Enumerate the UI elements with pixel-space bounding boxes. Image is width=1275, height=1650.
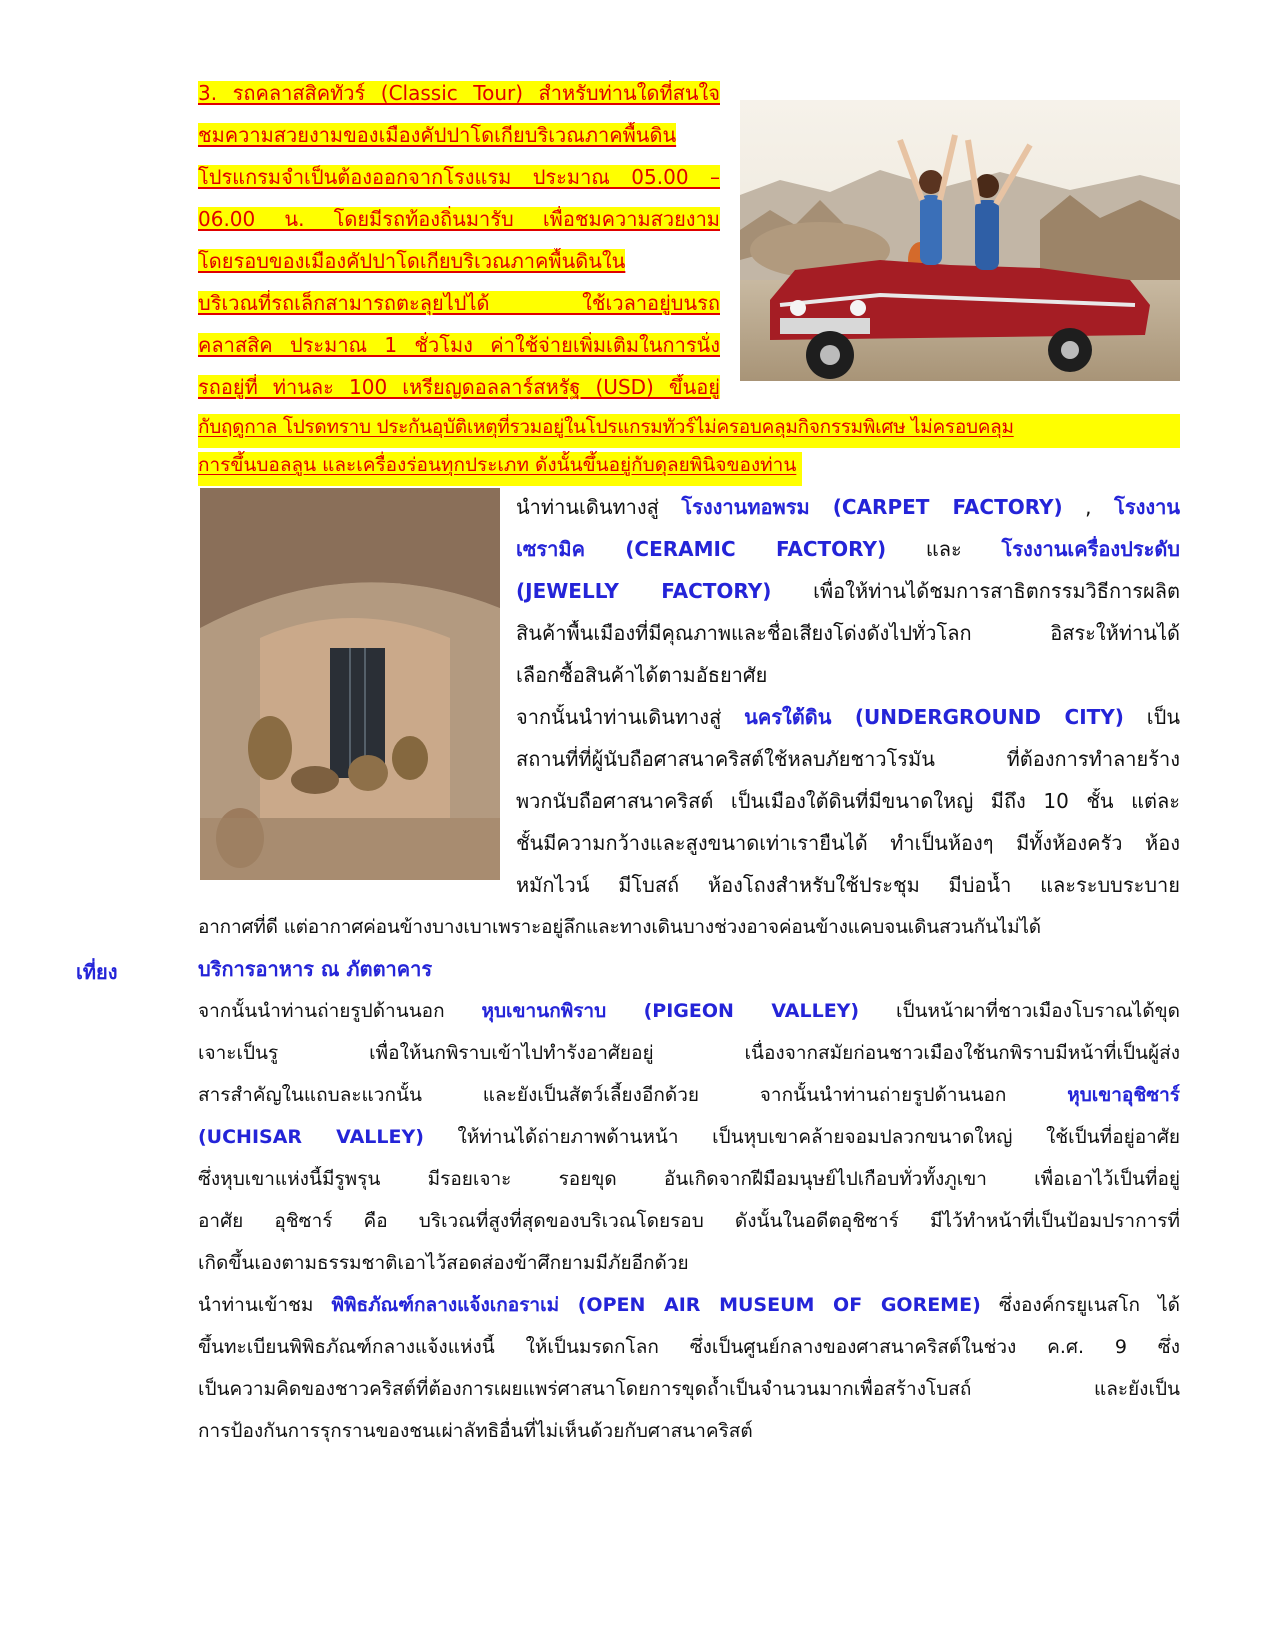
open-air-museum-name: พิพิธภัณฑ์กลางแจ้งเกอราเม่ (OPEN AIR MUSEUM OF GOREME) (331, 1294, 981, 1316)
factories-line-4: สินค้าพื้นเมืองที่มีคุณภาพและชื่อเสียงโด่งดังไปทั่วโลก อิสระให้ท่านได้ (516, 621, 1180, 645)
underground-line-6: อากาศที่ดี แต่อากาศค่อนข้างบางเบาเพราะอยู่ลึกและทางเดินบางช่วงอาจค่อนข้างแคบจนเดินสวนกันไม่ได้ (198, 916, 1041, 938)
underground-line-5: หมักไวน์ มีโบสถ์ ห้องโถงสำหรับใช้ประชุม มีบ่อน้ำ และระบบระบาย (516, 873, 1180, 897)
factories-line-3: (JEWELLY FACTORY) เพื่อให้ท่านได้ชมการสาธิตกรรมวิธีการผลิต (516, 579, 1180, 603)
lunch-label: เที่ยง (76, 960, 118, 984)
pigeon-line-6: อาศัย อุชิซาร์ คือ บริเวณที่สูงที่สุดของบริเวณโดยรอบ ดังนั้นในอดีตอุชิซาร์ มีไว้ทำหน้าที่เป็นป้อมปราการที่ (198, 1210, 1180, 1232)
pigeon-line-1: จากนั้นนำท่านถ่ายรูปด้านนอก หุบเขานกพิราบ (PIGEON VALLEY) เป็นหน้าผาที่ชาวเมืองโบราณได้ขุด (198, 1000, 1180, 1022)
museum-line-4: การป้องกันการรุกรานของชนเผ่าลัทธิอื่นที่ไม่เห็นด้วยกับศาสนาคริสต์ (198, 1420, 753, 1442)
classic-tour-line-7: คลาสสิค ประมาณ 1 ชั่วโมง ค่าใช้จ่ายเพิ่มเติมในการนั่ง (198, 333, 720, 357)
lunch-text: บริการอาหาร ณ ภัตตาคาร (198, 957, 433, 981)
uchisar-valley-th: หุบเขาอุชิซาร์ (1067, 1084, 1180, 1106)
classic-tour-line-10: การขึ้นบอลลูน และเครื่องร่อนทุกประเภท ดังนั้นขึ้นอยู่กับดุลยพินิจของท่าน (198, 452, 802, 486)
pigeon-line-2: เจาะเป็นรู เพื่อให้นกพิราบเข้าไปทำรังอาศัยอยู่ เนื่องจากสมัยก่อนชาวเมืองใช้นกพิราบมีหน้าที่เป็นผู้ส่ง (198, 1042, 1180, 1064)
factories-line-2: เซรามิค (CERAMIC FACTORY) และ โรงงานเครื่องประดับ (516, 537, 1180, 561)
jewelry-factory-prefix: โรงงานเครื่องประดับ (1001, 537, 1180, 561)
museum-line-3: เป็นความคิดของชาวคริสต์ที่ต้องการเผยแพร่ศาสนาโดยการขุดถ้ำเป็นจำนวนมากเพื่อสร้างโบสถ์ และยังเป็น (198, 1378, 1180, 1400)
classic-tour-line-3: โปรแกรมจำเป็นต้องออกจากโรงแรม ประมาณ 05.00 – (198, 165, 720, 189)
factories-line-1: นำท่านเดินทางสู่ โรงงานทอพรม (CARPET FACTORY) , โรงงาน (516, 495, 1180, 519)
uchisar-valley-en: (UCHISAR VALLEY) (198, 1126, 424, 1148)
pigeon-line-3: สารสำคัญในแถบละแวกนั้น และยังเป็นสัตว์เลี้ยงอีกด้วย จากนั้นนำท่านถ่ายรูปด้านนอก หุบเขาอุชิซาร์ (198, 1084, 1180, 1106)
jewelry-factory-name: (JEWELLY FACTORY) (516, 579, 772, 603)
ceramic-factory-prefix: โรงงาน (1114, 495, 1180, 519)
classic-tour-line-9: กับฤดูกาล โปรดทราบ ประกันอุบัติเหตุที่รวมอยู่ในโปรแกรมทัวร์ไม่ครอบคลุมกิจกรรมพิเศษ ไม่ครอบคลุม (198, 414, 1180, 448)
classic-tour-line-5: โดยรอบของเมืองคัปปาโดเกียบริเวณภาคพื้นดินใน (198, 249, 626, 273)
ceramic-factory-name: เซรามิค (CERAMIC FACTORY) (516, 537, 887, 561)
underground-city-photo (200, 488, 500, 880)
pigeon-line-7: เกิดขึ้นเองตามธรรมชาติเอาไว้สอดส่องข้าศึกยามมีภัยอีกด้วย (198, 1252, 689, 1274)
pigeon-line-4: (UCHISAR VALLEY) ให้ท่านได้ถ่ายภาพด้านหน้า เป็นหุบเขาคล้ายจอมปลวกขนาดใหญ่ ใช้เป็นที่อยู่อาศัย (198, 1126, 1180, 1148)
classic-tour-line-6: บริเวณที่รถเล็กสามารถตะลุยไปได้ ใช้เวลาอยู่บนรถ (198, 291, 720, 315)
carpet-factory-name: โรงงานทอพรม (CARPET FACTORY) (681, 495, 1063, 519)
classic-tour-line-2: ชมความสวยงามของเมืองคัปปาโดเกียบริเวณภาคพื้นดิน (198, 123, 677, 147)
classic-tour-line-4: 06.00 น. โดยมีรถท้องถิ่นมารับ เพื่อชมความสวยงาม (198, 207, 720, 231)
museum-line-1: นำท่านเข้าชม พิพิธภัณฑ์กลางแจ้งเกอราเม่ (OPEN AIR MUSEUM OF GOREME) ซึ่งองค์กรยูเนสโก ได้ (198, 1294, 1180, 1316)
pigeon-valley-name: หุบเขานกพิราบ (PIGEON VALLEY) (481, 1000, 860, 1022)
underground-line-2: สถานที่ที่ผู้นับถือศาสนาคริสต์ใช้หลบภัยชาวโรมัน ที่ต้องการทำลายร้าง (516, 747, 1180, 771)
pigeon-line-5: ซึ่งหุบเขาแห่งนี้มีรูพรุน มีรอยเจาะ รอยขุด อันเกิดจากฝีมือมนุษย์ไปเกือบทั่วทั้งภูเขา เพื่อเอาไว้เป็นที่อยู่ (198, 1168, 1180, 1190)
underground-line-1: จากนั้นนำท่านเดินทางสู่ นครใต้ดิน (UNDERGROUND CITY) เป็น (516, 705, 1180, 729)
underground-line-4: ชั้นมีความกว้างและสูงขนาดเท่าเรายืนได้ ทำเป็นห้องๆ มีทั้งห้องครัว ห้อง (516, 831, 1180, 855)
underground-line-3: พวกนับถือศาสนาคริสต์ เป็นเมืองใต้ดินที่มีขนาดใหญ่ มีถึง 10 ชั้น แต่ละ (516, 789, 1180, 813)
underground-city-name: นครใต้ดิน (UNDERGROUND CITY) (744, 705, 1124, 729)
classic-tour-line-1: 3. รถคลาสสิคทัวร์ (Classic Tour) สำหรับท่านใดที่สนใจ (198, 81, 720, 105)
factories-line-5: เลือกซื้อสินค้าได้ตามอัธยาศัย (516, 663, 768, 687)
classic-tour-line-8: รถอยู่ที่ ท่านละ 100 เหรียญดอลลาร์สหรัฐ (USD) ขึ้นอยู่ (198, 375, 720, 399)
museum-line-2: ขึ้นทะเบียนพิพิธภัณฑ์กลางแจ้งแห่งนี้ ให้เป็นมรดกโลก ซึ่งเป็นศูนย์กลางของศาสนาคริสต์ในช่วง ค.ศ. 9 ซึ่ง (198, 1336, 1180, 1358)
classic-car-photo (740, 100, 1180, 381)
